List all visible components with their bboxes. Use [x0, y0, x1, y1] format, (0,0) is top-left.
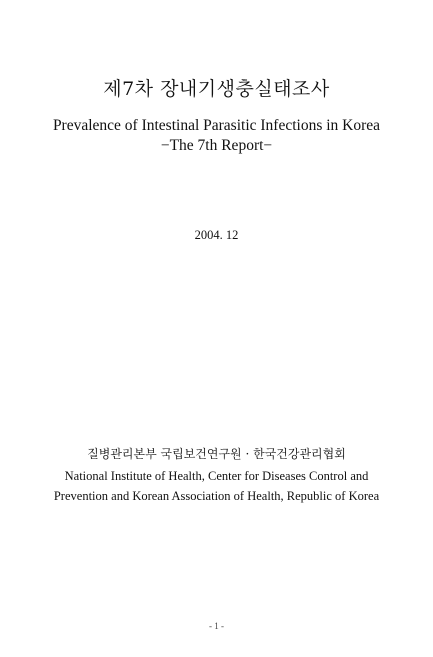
english-organizations-line-2: Prevention and Korean Association of Health, Republic of Korea [53, 489, 380, 503]
english-title: Prevalence of Intestinal Parasitic Infections in Korea [52, 117, 381, 134]
korean-title: 제7차 장내기생충실태조사 [103, 78, 330, 100]
korean-organizations: 질병관리본부 국립보건연구원 · 한국건강관리협회 [87, 447, 346, 461]
publication-date: 2004. 12 [194, 228, 239, 242]
page-number: - 1 - [209, 621, 224, 631]
report-subtitle: −The 7th Report− [160, 137, 273, 154]
english-organizations-line-1: National Institute of Health, Center for Diseases Control and [64, 469, 369, 483]
